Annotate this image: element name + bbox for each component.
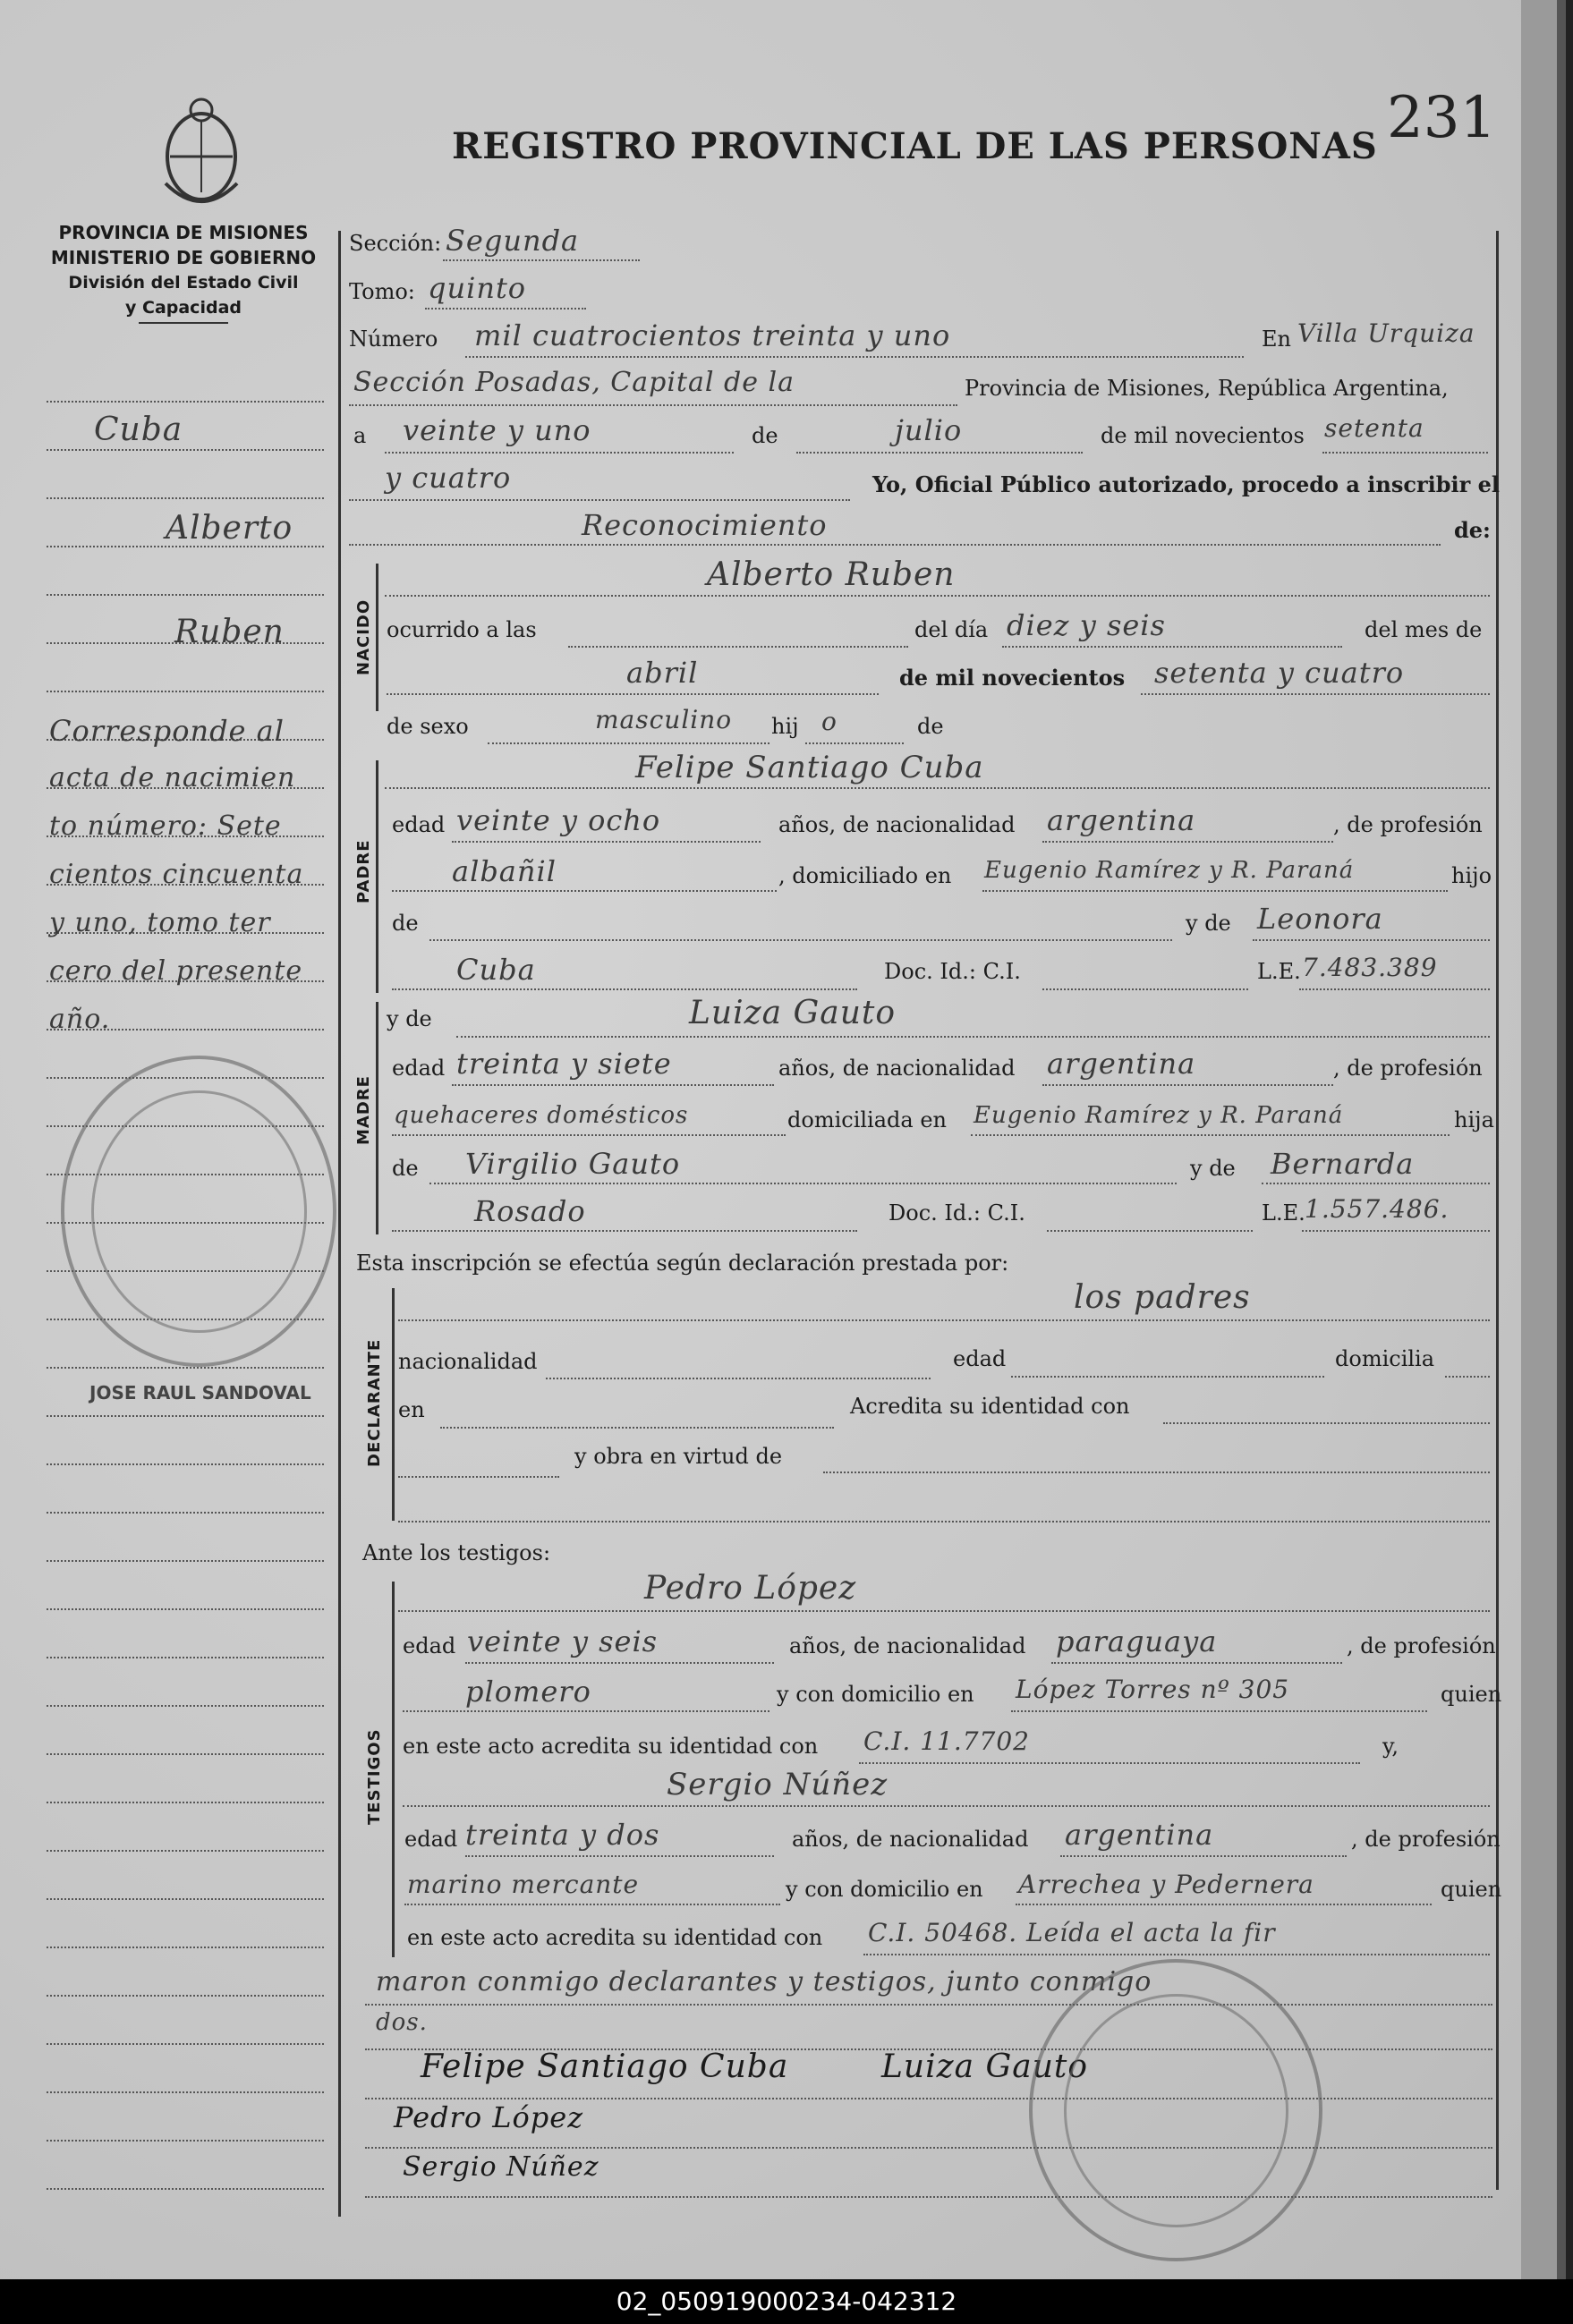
testigos-section-label: TESTIGOS xyxy=(365,1728,384,1825)
del-dia-label: del día xyxy=(914,617,989,642)
division-line: División del Estado Civil xyxy=(68,273,299,293)
madre-edad-label: edad xyxy=(392,1056,446,1081)
anio-label: de mil novecientos xyxy=(1101,423,1305,448)
testigo1-prof-label: , de profesión xyxy=(1347,1633,1496,1658)
testigos-intro-label: Ante los testigos: xyxy=(362,1540,551,1565)
testigo2-doc: C.I. 50468. Leída el acta la fir xyxy=(868,1918,1276,1947)
testigo1-acredita-label: en este acto acredita su identidad con xyxy=(403,1734,819,1759)
signature-father: Felipe Santiago Cuba xyxy=(421,2048,789,2085)
declarante-edad-label: edad xyxy=(953,1346,1007,1371)
hijo-suffix: o xyxy=(821,707,838,736)
tomo-value: quinto xyxy=(428,271,527,305)
padre-prof-label: , de profesión xyxy=(1333,812,1483,837)
closing-line-2: dos. xyxy=(376,2009,428,2036)
madre-prof-label: , de profesión xyxy=(1333,1056,1483,1081)
nacido-section-label: NACIDO xyxy=(354,598,373,675)
ministry-header xyxy=(36,220,331,326)
padre-le-label: L.E. xyxy=(1257,959,1301,984)
declarante-nombre: los padres xyxy=(1074,1279,1251,1316)
margin-note-line5: y uno, tomo ter xyxy=(49,907,271,938)
margin-note-line2: acta de nacimien xyxy=(49,762,296,793)
margin-note-line6: cero del presente xyxy=(49,955,303,987)
del-mes-label: del mes de xyxy=(1365,617,1483,642)
de-colon-label: de: xyxy=(1454,517,1491,543)
mes-value: julio xyxy=(895,413,963,447)
padre-prof: albañil xyxy=(452,854,557,888)
anio-cont-value: y cuatro xyxy=(385,461,512,495)
numero-label: Número xyxy=(349,327,438,352)
signature-witness-1: Pedro López xyxy=(394,2100,584,2134)
declarante-nac-label: nacionalidad xyxy=(398,1349,538,1374)
ocurrido-label: ocurrido a las xyxy=(387,617,537,642)
a-label: a xyxy=(353,423,367,448)
official-seal-stamp xyxy=(1029,1959,1322,2261)
madre-padre: Virgilio Gauto xyxy=(465,1147,681,1181)
left-form-border xyxy=(338,231,341,2217)
testigo2-edad: treinta y dos xyxy=(465,1818,660,1852)
madre-y-de-label: y de xyxy=(387,1006,432,1031)
header-rule xyxy=(139,322,228,324)
seccion-value: Segunda xyxy=(446,224,580,258)
testigo2-prof: marino mercante xyxy=(407,1870,640,1899)
madre-nombre: Luiza Gauto xyxy=(689,995,897,1031)
testigo2-nac-label: años, de nacionalidad xyxy=(792,1827,1029,1852)
padre-edad: veinte y ocho xyxy=(456,803,661,837)
testigo2-dom: Arrechea y Pedernera xyxy=(1018,1870,1314,1899)
testigo1-prof: plomero xyxy=(465,1675,591,1709)
padre-nombre: Felipe Santiago Cuba xyxy=(635,750,984,785)
madre-y-de2-label: y de xyxy=(1190,1156,1236,1181)
lugar-value: Sección Posadas, Capital de la xyxy=(353,367,795,398)
margin-name-stamp: JOSE RAUL SANDOVAL xyxy=(89,1382,311,1404)
nacido-mes: abril xyxy=(626,656,699,690)
padre-apellido: Cuba xyxy=(456,953,536,987)
testigo1-nac-label: años, de nacionalidad xyxy=(789,1633,1026,1658)
document-title: REGISTRO PROVINCIAL DE LAS PERSONAS xyxy=(452,125,1378,167)
margin-note-line4: cientos cincuenta xyxy=(49,859,304,890)
tomo-label: Tomo: xyxy=(349,279,415,304)
testigo2-nac: argentina xyxy=(1065,1818,1214,1852)
province-line: PROVINCIA DE MISIONES xyxy=(58,222,309,243)
declarante-obra-label: y obra en virtud de xyxy=(574,1444,783,1469)
testigo2-acredita-label: en este acto acredita su identidad con xyxy=(407,1925,823,1950)
testigo1-nac: paraguaya xyxy=(1056,1624,1218,1658)
margin-note-name1: Alberto xyxy=(166,510,293,547)
nacido-anio: setenta y cuatro xyxy=(1154,656,1405,690)
madre-edad: treinta y siete xyxy=(456,1047,672,1081)
ministry-line: MINISTERIO DE GOBIERNO xyxy=(50,247,317,268)
seccion-label: Sección: xyxy=(349,231,442,256)
hijo-label: hij xyxy=(771,714,799,739)
nacido-nombre: Alberto Ruben xyxy=(707,556,956,593)
acto-value: Reconocimiento xyxy=(582,508,828,542)
madre-hija-label: hija xyxy=(1454,1107,1494,1132)
madre-nac-label: años, de nacionalidad xyxy=(778,1056,1016,1081)
testigo1-doc: C.I. 11.7702 xyxy=(863,1726,1030,1756)
madre-section-label: MADRE xyxy=(354,1075,373,1145)
testigos-bracket xyxy=(392,1582,395,1957)
margin-seal-stamp xyxy=(61,1056,336,1367)
image-id-footer: 02_050919000234-042312 xyxy=(0,2279,1573,2324)
en-label: En xyxy=(1262,327,1291,352)
closing-line-1: maron conmigo declarantes y testigos, junto conmigo xyxy=(376,1966,1152,1997)
declarante-bracket xyxy=(392,1288,395,1521)
declaracion-text: Esta inscripción se efectúa según declaración prestada por: xyxy=(356,1251,1009,1276)
declarante-dom-label: domicilia xyxy=(1335,1346,1435,1371)
padre-de-label: de xyxy=(392,911,419,936)
padre-le-value: 7.483.389 xyxy=(1302,953,1438,982)
en-value: Villa Urquiza xyxy=(1297,318,1475,348)
madre-le-label: L.E. xyxy=(1262,1200,1305,1226)
testigo1-edad-label: edad xyxy=(403,1633,456,1658)
padre-dom-label: , domiciliado en xyxy=(778,863,952,888)
coat-of-arms-icon xyxy=(152,85,251,219)
testigo1-dom-label: y con domicilio en xyxy=(777,1682,974,1707)
madre-doc-label: Doc. Id.: C.I. xyxy=(889,1200,1025,1226)
binding-edge xyxy=(1521,0,1557,2279)
nacido-de-label: de xyxy=(917,714,944,739)
madre-nac: argentina xyxy=(1047,1047,1196,1081)
anio-value: setenta xyxy=(1324,413,1424,443)
testigo1-dom: López Torres nº 305 xyxy=(1016,1675,1290,1704)
margin-note-surname: Cuba xyxy=(94,411,183,448)
padre-nac-label: años, de nacionalidad xyxy=(778,812,1016,837)
mil-novecientos-label: de mil novecientos xyxy=(899,665,1126,691)
madre-dom-label: domiciliada en xyxy=(787,1107,947,1132)
margin-note-name2: Ruben xyxy=(174,614,285,650)
signature-mother: Luiza Gauto xyxy=(881,2048,1089,2085)
testigo1-nombre: Pedro López xyxy=(644,1570,857,1607)
padre-y-de-label: y de xyxy=(1186,911,1231,936)
padre-nac: argentina xyxy=(1047,803,1196,837)
padre-edad-label: edad xyxy=(392,812,446,837)
padre-dom: Eugenio Ramírez y R. Paraná xyxy=(984,857,1355,884)
signature-witness-2: Sergio Núñez xyxy=(403,2151,599,2183)
declarante-section-label: DECLARANTE xyxy=(365,1338,384,1467)
madre-bracket xyxy=(376,1002,378,1234)
capacity-line: y Capacidad xyxy=(125,298,242,318)
nacido-bracket xyxy=(376,564,378,711)
testigo2-nombre: Sergio Núñez xyxy=(667,1767,889,1802)
padre-section-label: PADRE xyxy=(354,839,373,903)
testigo1-edad: veinte y seis xyxy=(467,1624,659,1658)
madre-apellido: Rosado xyxy=(474,1194,586,1228)
testigo2-quien-label: quien xyxy=(1441,1877,1502,1902)
de-label-1: de xyxy=(752,423,778,448)
numero-value: mil cuatrocientos treinta y uno xyxy=(474,318,951,352)
sexo-label: de sexo xyxy=(387,714,469,739)
page-number: 231 xyxy=(1387,85,1497,151)
testigo2-dom-label: y con domicilio en xyxy=(786,1877,983,1902)
padre-hijo-label: hijo xyxy=(1451,863,1492,888)
madre-de-label: de xyxy=(392,1156,419,1181)
padre-abuela: Leonora xyxy=(1257,902,1383,936)
madre-madre: Bernarda xyxy=(1271,1147,1415,1181)
testigo2-edad-label: edad xyxy=(404,1827,458,1852)
oficial-text: Yo, Oficial Público autorizado, procedo a inscribir el xyxy=(872,471,1501,497)
madre-prof: quehaceres domésticos xyxy=(394,1102,689,1129)
margin-note-line3: to número: Sete xyxy=(49,810,282,842)
madre-le-value: 1.557.486. xyxy=(1305,1194,1450,1224)
madre-dom: Eugenio Ramírez y R. Paraná xyxy=(974,1102,1344,1129)
sexo-value: masculino xyxy=(595,705,733,734)
margin-note-line1: Corresponde al xyxy=(49,714,285,748)
declarante-acredita-label: Acredita su identidad con xyxy=(850,1394,1130,1419)
testigo1-y-label: y, xyxy=(1382,1734,1399,1759)
provincia-text: Provincia de Misiones, República Argentina, xyxy=(965,376,1449,401)
margin-note-line7: año. xyxy=(49,1004,111,1035)
testigo2-prof-label: , de profesión xyxy=(1351,1827,1501,1852)
testigo1-quien-label: quien xyxy=(1441,1682,1502,1707)
declarante-en-label: en xyxy=(398,1397,425,1422)
padre-doc-label: Doc. Id.: C.I. xyxy=(884,959,1021,984)
padre-bracket xyxy=(376,760,378,993)
dia-value: veinte y uno xyxy=(403,413,591,447)
del-dia-value: diez y seis xyxy=(1007,608,1166,642)
